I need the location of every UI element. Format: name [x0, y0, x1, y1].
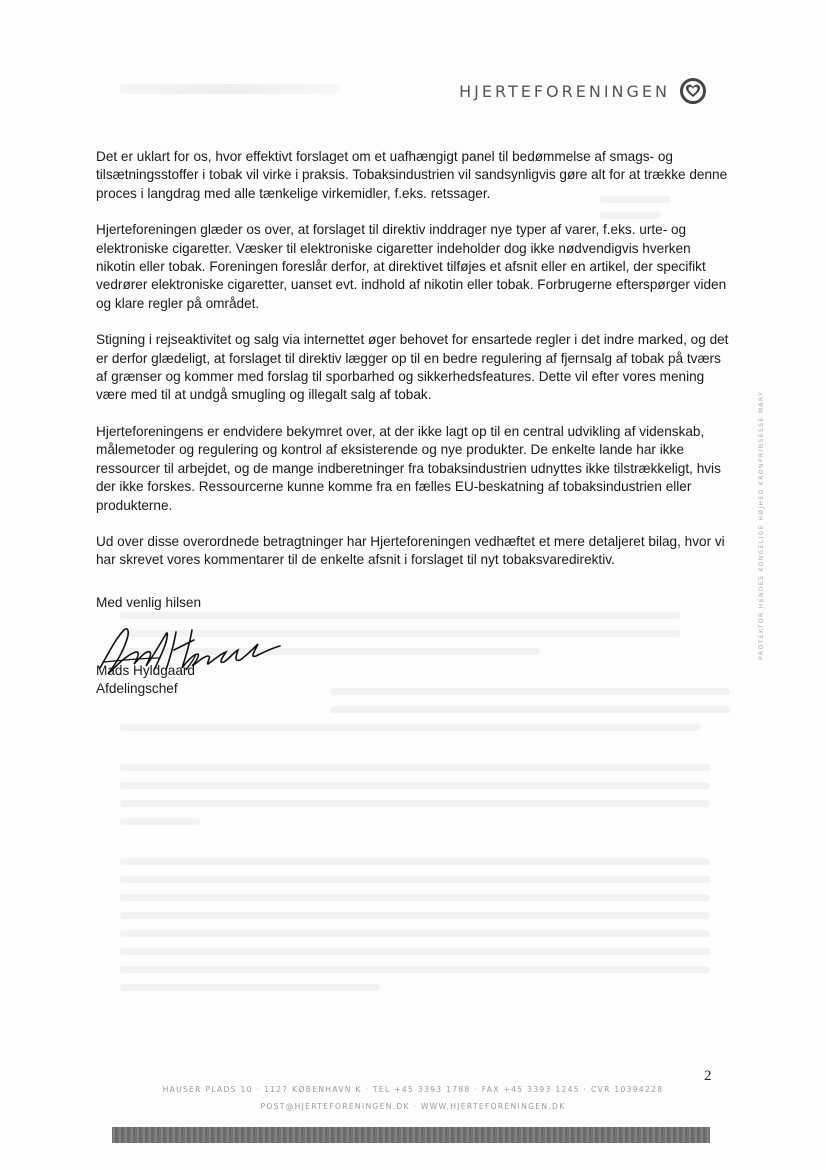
show-through-line [120, 818, 200, 825]
show-through-line [120, 930, 710, 937]
signer-title: Afdelingschef [96, 681, 178, 697]
show-through-line [120, 764, 710, 771]
letter-body [96, 148, 731, 710]
show-through-line [120, 894, 710, 901]
brand-name: HJERTEFORENINGEN [459, 81, 670, 101]
paragraph: Det er uklart for os, hvor effektivt forslaget om et uafhængigt panel til bedømmelse af smags- og tilsætningsstoffer i tobak vil virke i praksis. Tobaksindustrien vil sandsynligvis gøre alt for at trække denne proces i langdrag med alle tænkelige virkemidler, f.eks. retssager. [96, 149, 728, 201]
signature-block [96, 630, 731, 710]
show-through-line [120, 724, 700, 731]
paragraph: Hjerteforeningens er endvidere bekymret over, at der ikke lagt op til en central udvikling af videnskab, målemetoder og regulering og kontrol af eksisterende og nye produkter. De enkelte lande har ikke ressourcer til arbejdet, og de mange indberetninger fra tobaksindustrien udnyttes ikke tilstrækkeligt, hvis der ikke forskes. Ressourcerne kunne komme fra en fælles EU-beskatning af tobaksindustrien eller produkterne. [96, 423, 721, 513]
scan-edge-bar [112, 1127, 710, 1143]
faint-show-through [120, 84, 340, 94]
show-through-line [120, 966, 710, 973]
show-through-line [120, 984, 380, 991]
show-through-line [120, 876, 710, 883]
closing-salutation: Med venlig hilsen [96, 594, 202, 610]
paragraph: Stigning i rejseaktivitet og salg via internettet øger behovet for ensartede regler i det indre marked, og det er derfor glædeligt, at forslaget til direktiv lægger op til en bedre regulering af fjernsalg af tobak på tværs af grænser og kommer med forslag til sporbarhed og sikkerhedsfeatures. Dette vil efter vores mening være med til at undgå smugling og illegalt salg af tobak. [96, 332, 729, 403]
page-number: 2 [704, 1068, 712, 1084]
paragraph: Hjerteforeningen glæder os over, at forslaget til direktiv inddrager nye typer af varer, f.eks. urte- og elektroniske cigaretter. Væsker til elektroniske cigaretter indeholder dog ikke nødvendigvis hverken nikotin eller tobak. Foreningen foreslår derfor, at direktivet tilføjes et afsnit eller en artikel, der specifikt vedrører elektroniske cigaretter, uanset evt. indhold af nikotin eller tobak. Forbrugerne efterspørger viden og klare regler på området. [96, 222, 727, 311]
patron-vertical-text: PROTEKTOR HENDES KONGELIGE HØJHED KRONPRINSESSE MARY [758, 390, 765, 660]
show-through-line [120, 800, 710, 807]
show-through-line [120, 912, 710, 919]
footer-address: HAUSER PLADS 10 · 1127 KØBENHAVN K · TEL +45 3393 1788 · FAX +45 3393 1245 · CVR 10394228 [162, 1085, 664, 1094]
show-through-line [120, 948, 710, 955]
paragraph: Ud over disse overordnede betragtninger har Hjerteforeningen vedhæftet et mere detaljeret bilag, hvor vi har skrevet vores kommentarer til de enkelte afsnit i forslaget til nyt tobaksvaredirektiv. [96, 533, 725, 568]
show-through-line [120, 782, 710, 789]
footer-contact: POST@HJERTEFORENINGEN.DK · WWW.HJERTEFORENINGEN.DK [260, 1102, 566, 1111]
heart-logo-icon [680, 78, 706, 104]
show-through-line [120, 858, 710, 865]
letterhead [459, 78, 706, 104]
signer-name: Mads Hyldgaard [96, 663, 195, 679]
